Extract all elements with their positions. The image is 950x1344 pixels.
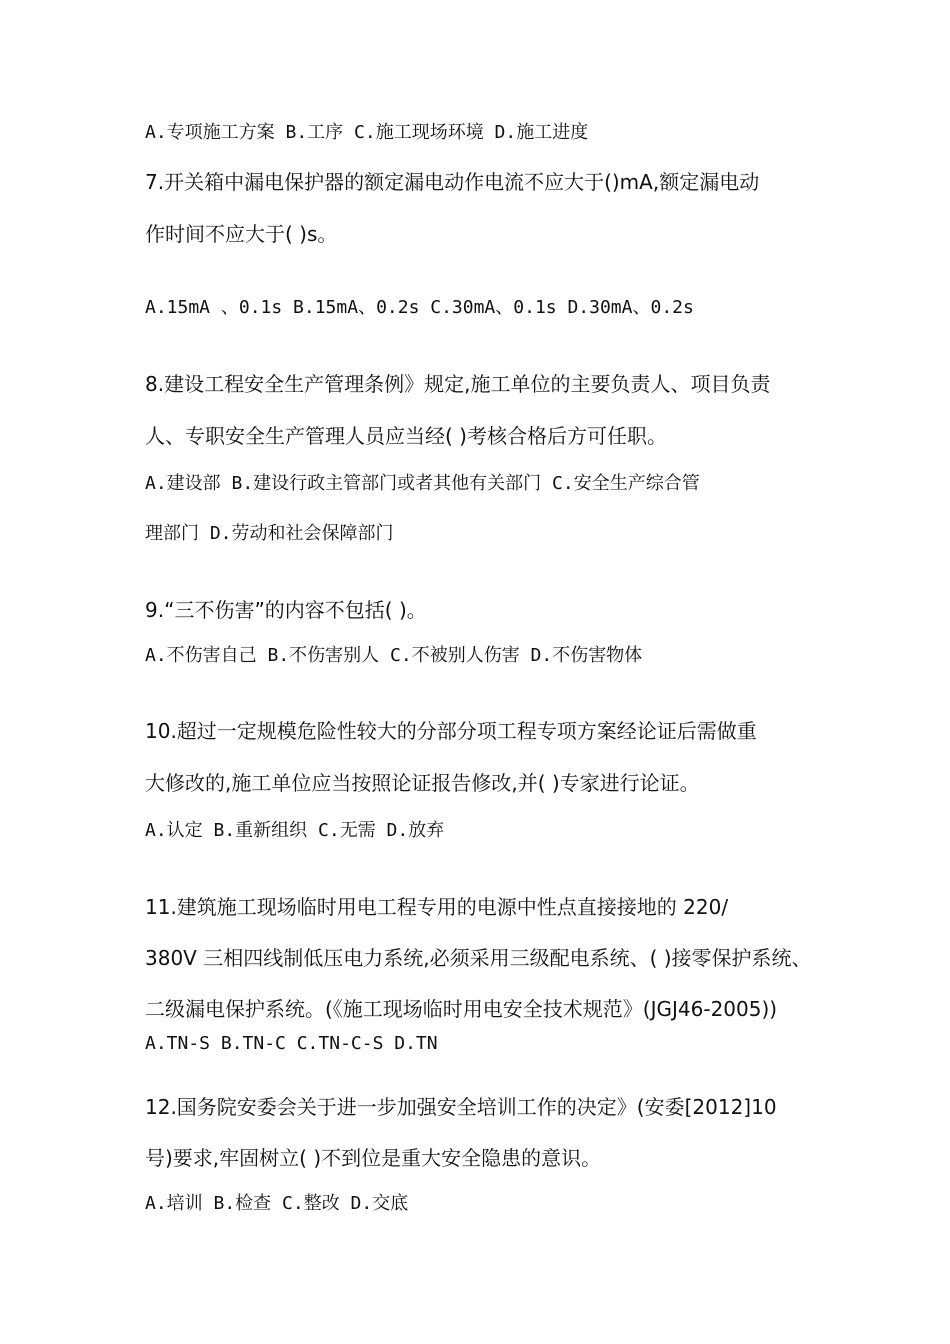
q10-options: A.认定 B.重新组织 C.无需 D.放弃 xyxy=(145,820,445,841)
q11-text-line-3: 二级漏电保护系统。(《施工现场临时用电安全技术规范》(JGJ46-2005)) xyxy=(145,997,778,1021)
q6-options: A.专项施工方案 B.工序 C.施工现场环境 D.施工进度 xyxy=(145,122,589,143)
q11-text-line-1: 11.建筑施工现场临时用电工程专用的电源中性点直接接地的 220/ xyxy=(145,895,729,919)
q7-text-line-2: 作时间不应大于( )s。 xyxy=(145,222,338,246)
q11-options: A.TN-S B.TN-C C.TN-C-S D.TN xyxy=(145,1033,438,1054)
q11-text-line-2: 380V 三相四线制低压电力系统,必须采用三级配电系统、( )接零保护系统、 xyxy=(145,946,812,970)
q9-options: A.不伤害自己 B.不伤害别人 C.不被别人伤害 D.不伤害物体 xyxy=(145,645,643,666)
q8-text-line-2: 人、专职安全生产管理人员应当经( )考核合格后方可任职。 xyxy=(145,424,667,448)
q8-options-line-1: A.建设部 B.建设行政主管部门或者其他有关部门 C.安全生产综合管 xyxy=(145,473,700,494)
q7-options: A.15mA 、0.1s B.15mA、0.2s C.30mA、0.1s D.30mA、0.2s xyxy=(145,297,694,318)
q10-text-line-2: 大修改的,施工单位应当按照论证报告修改,并( )专家进行论证。 xyxy=(145,771,700,795)
q10-text-line-1: 10.超过一定规模危险性较大的分部分项工程专项方案经论证后需做重 xyxy=(145,719,757,743)
q12-options: A.培训 B.检查 C.整改 D.交底 xyxy=(145,1193,409,1214)
q9-text: 9.“三不伤害”的内容不包括( )。 xyxy=(145,598,427,622)
q12-text-line-2: 号)要求,牢固树立( )不到位是重大安全隐患的意识。 xyxy=(145,1146,602,1170)
q12-text-line-1: 12.国务院安委会关于进一步加强安全培训工作的决定》(安委[2012]10 xyxy=(145,1095,777,1119)
q8-text-line-1: 8.建设工程安全生产管理条例》规定,施工单位的主要负责人、项目负责 xyxy=(145,372,771,396)
q7-text-line-1: 7.开关箱中漏电保护器的额定漏电动作电流不应大于()mA,额定漏电动 xyxy=(145,170,760,194)
q8-options-line-2: 理部门 D.劳动和社会保障部门 xyxy=(145,523,394,544)
